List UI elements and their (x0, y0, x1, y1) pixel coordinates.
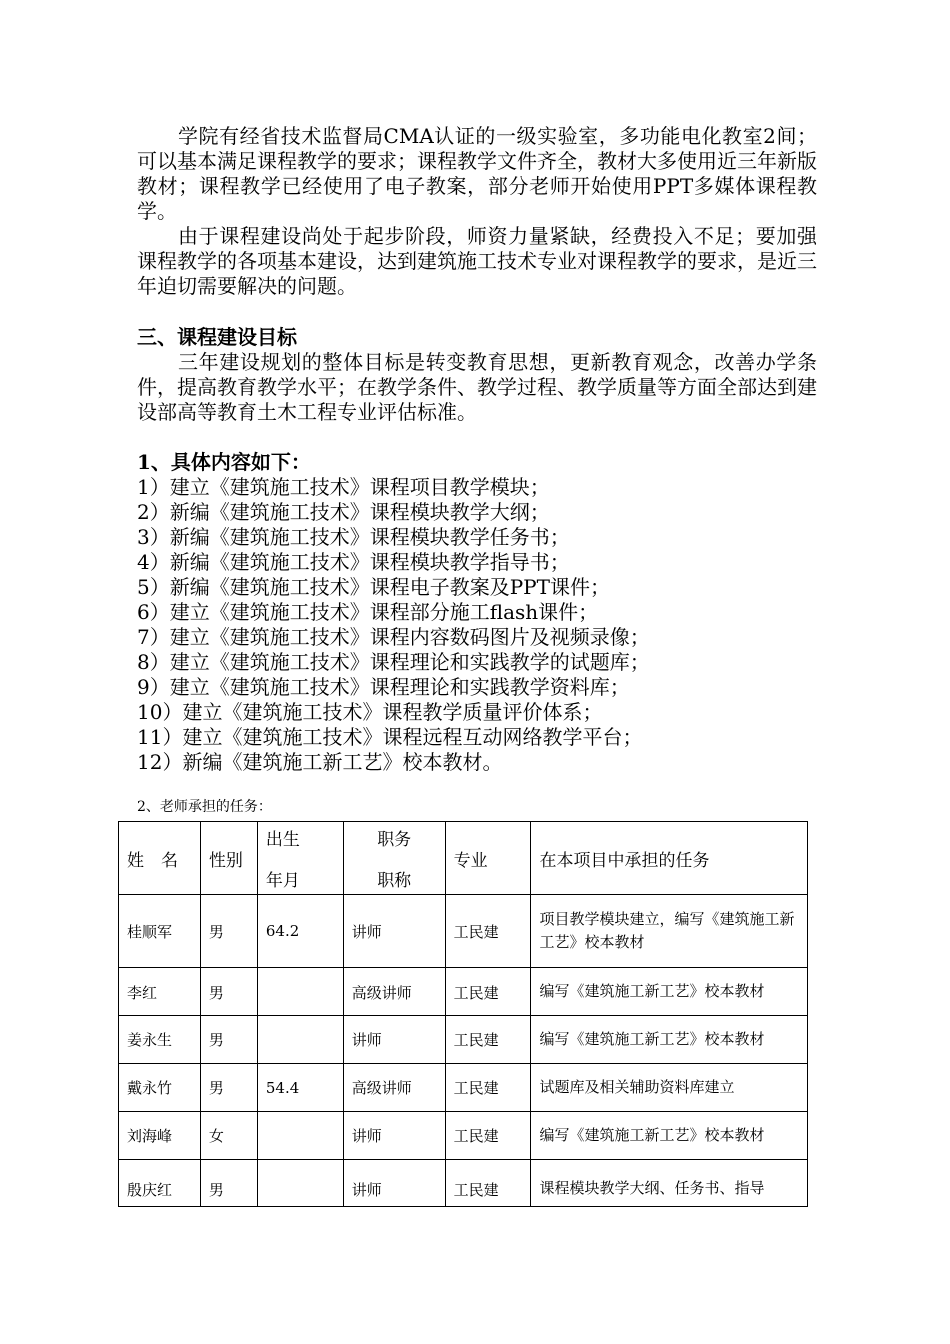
list-item: 11）建立《建筑施工技术》课程远程互动网络教学平台； (137, 725, 643, 749)
cell-major: 工民建 (445, 1064, 531, 1112)
cell-title: 高级讲师 (343, 1064, 445, 1112)
cell-title: 讲师 (343, 1016, 445, 1064)
cell-task: 试题库及相关辅助资料库建立 (531, 1064, 808, 1112)
cell-name: 李红 (119, 968, 201, 1016)
cell-gender: 男 (200, 1016, 257, 1064)
cell-major: 工民建 (445, 1016, 531, 1064)
cell-task: 编写《建筑施工新工艺》校本教材 (531, 1016, 808, 1064)
teacher-task-table (118, 821, 808, 1207)
cell-birth (257, 1160, 343, 1207)
cell-major: 工民建 (445, 968, 531, 1016)
cell-title: 高级讲师 (343, 968, 445, 1016)
table-row (119, 895, 808, 968)
cell-gender: 男 (200, 1064, 257, 1112)
cell-name: 桂顺军 (119, 895, 201, 968)
paragraph-problems: 由于课程建设尚处于起步阶段，师资力量紧缺，经费投入不足；要加强课程教学的各项基本建设，达到建筑施工技术专业对课程教学的要求，是近三年迫切需要解决的问题。 (137, 224, 817, 298)
table-row (119, 1160, 808, 1207)
header-title-top: 职务 (377, 830, 412, 850)
list-item: 12）新编《建筑施工新工艺》校本教材。 (137, 750, 503, 774)
cell-major: 工民建 (445, 1160, 531, 1207)
list-item: 5）新编《建筑施工技术》课程电子教案及PPT课件； (137, 575, 610, 599)
cell-gender: 男 (200, 1160, 257, 1207)
header-birth (257, 822, 343, 895)
cell-task: 编写《建筑施工新工艺》校本教材 (531, 1112, 808, 1160)
list-item: 7）建立《建筑施工技术》课程内容数码图片及视频录像； (137, 625, 650, 649)
header-major: 专业 (445, 822, 531, 895)
cell-gender: 男 (200, 895, 257, 968)
list-item: 8）建立《建筑施工技术》课程理论和实践教学的试题库； (137, 650, 650, 674)
table-row (119, 1016, 808, 1064)
table-row (119, 1064, 808, 1112)
cell-birth: 54.4 (257, 1064, 343, 1112)
list-item: 10）建立《建筑施工技术》课程教学质量评价体系； (137, 700, 603, 724)
list-item: 1）建立《建筑施工技术》课程项目教学模块； (137, 475, 550, 499)
list-item: 6）建立《建筑施工技术》课程部分施工flash课件； (137, 600, 599, 624)
cell-birth (257, 968, 343, 1016)
cell-gender: 男 (200, 968, 257, 1016)
list-item: 3）新编《建筑施工技术》课程模块教学任务书； (137, 525, 570, 549)
header-title-bottom: 职称 (377, 871, 412, 891)
header-gender: 性别 (200, 822, 257, 895)
header-task: 在本项目中承担的任务 (531, 822, 808, 895)
header-title (343, 822, 445, 895)
paragraph-goals: 三年建设规划的整体目标是转变教育思想，更新教育观念，改善办学条件，提高教育教学水平；在教学条件、教学过程、教学质量等方面全部达到建设部高等教育土木工程专业评估标准。 (137, 350, 817, 424)
list-item: 9）建立《建筑施工技术》课程理论和实践教学资料库； (137, 675, 630, 699)
subheading-content: 1、具体内容如下： (137, 450, 311, 474)
cell-name: 殷庆红 (119, 1160, 201, 1207)
section-heading-goals: 三、课程建设目标 (137, 325, 297, 349)
table-row (119, 968, 808, 1016)
table-caption: 2、老师承担的任务： (137, 799, 272, 815)
header-birth-bottom: 年月 (265, 871, 300, 891)
cell-task: 编写《建筑施工新工艺》校本教材 (531, 968, 808, 1016)
list-item: 2）新编《建筑施工技术》课程模块教学大纲； (137, 500, 550, 524)
cell-title: 讲师 (343, 1160, 445, 1207)
cell-name: 刘海峰 (119, 1112, 201, 1160)
header-name: 姓 名 (119, 822, 201, 895)
paragraph-lab-facilities: 学院有经省技术监督局CMA认证的一级实验室，多功能电化教室2间；可以基本满足课程教学的要求；课程教学文件齐全，教材大多使用近三年新版教材；课程教学已经使用了电子教案，部分老师开始使用PPT多媒体课程教学。 (137, 124, 817, 223)
cell-title: 讲师 (343, 895, 445, 968)
cell-major: 工民建 (445, 895, 531, 968)
cell-name: 戴永竹 (119, 1064, 201, 1112)
cell-major: 工民建 (445, 1112, 531, 1160)
cell-name: 姜永生 (119, 1016, 201, 1064)
cell-birth (257, 1112, 343, 1160)
cell-task: 项目教学模块建立，编写《建筑施工新工艺》校本教材 (531, 895, 808, 968)
cell-gender: 女 (200, 1112, 257, 1160)
cell-title: 讲师 (343, 1112, 445, 1160)
cell-task: 课程模块教学大纲、任务书、指导 (531, 1160, 808, 1207)
table-row (119, 1112, 808, 1160)
header-birth-top: 出生 (265, 830, 300, 850)
cell-birth: 64.2 (257, 895, 343, 968)
list-item: 4）新编《建筑施工技术》课程模块教学指导书； (137, 550, 570, 574)
cell-birth (257, 1016, 343, 1064)
table-header-row (119, 822, 808, 895)
